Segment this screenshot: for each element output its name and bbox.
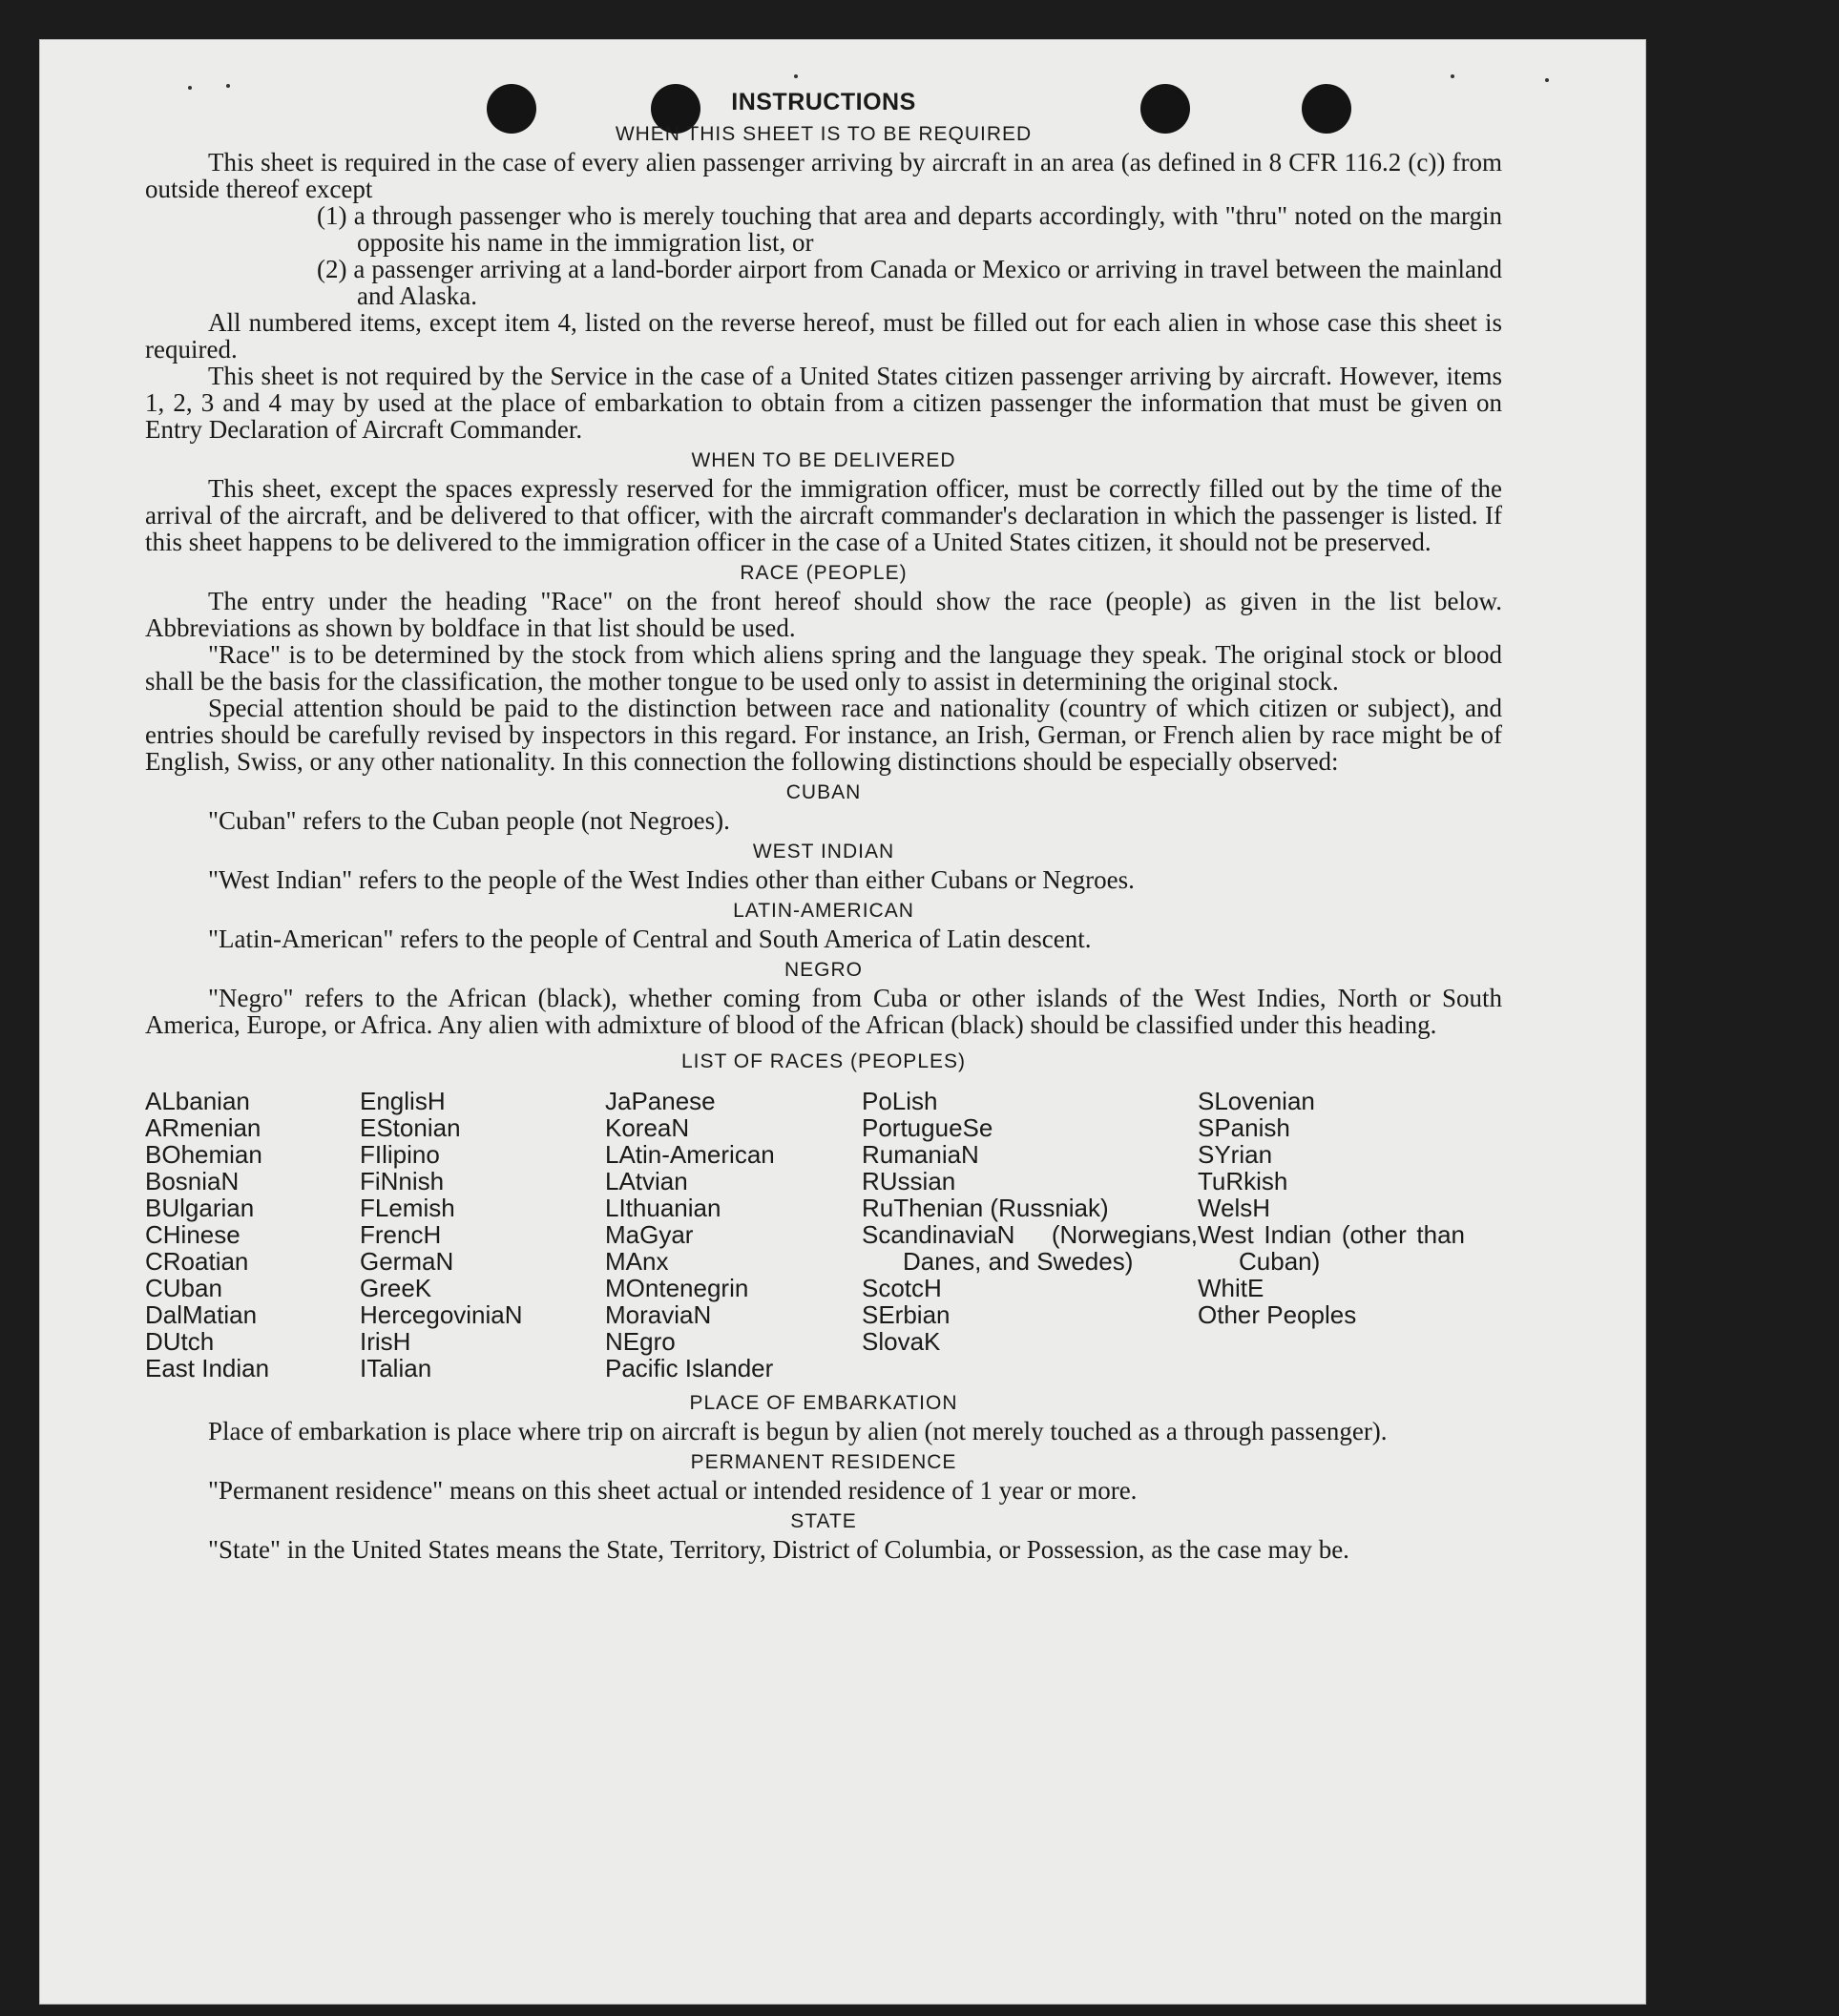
race-entry: HercegoviniaN	[360, 1300, 523, 1329]
race-column	[360, 1088, 605, 1382]
heading-negro: NEGRO	[784, 959, 863, 981]
race-entry: WelsH	[1198, 1194, 1271, 1222]
race-entry: PortugueSe	[862, 1113, 993, 1142]
race-entry: PoLish	[862, 1087, 938, 1115]
heading-list-of-races: LIST OF RACES (PEOPLES)	[680, 1050, 967, 1072]
race-entry: ScandinaviaN (Norwegians, Danes, and Swedes)	[862, 1220, 1198, 1276]
race-entry: FrencH	[360, 1220, 442, 1249]
list-item: (1) a through passenger who is merely touching that area and departs accordingly, with "thru" noted on the margin opposite his name in the immigration list, or	[317, 201, 1502, 257]
race-entry: GreeK	[360, 1274, 432, 1302]
paragraph: This sheet is required in the case of every alien passenger arriving by aircraft in an area (as defined in 8 CFR 116.2 (c)) from outside thereof except	[145, 148, 1502, 203]
race-entry: NEgro	[605, 1327, 676, 1356]
paragraph: "Permanent residence" means on this sheet actual or intended residence of 1 year or more.	[208, 1476, 1138, 1505]
paragraph: "Negro" refers to the African (black), whether coming from Cuba or other islands of the West Indies, North or South America, Europe, or Africa. Any alien with admixture of blood of the African (black) should be classified under this heading.	[145, 984, 1502, 1039]
paragraph: This sheet is not required by the Service in the case of a United States citizen passenger arriving by aircraft. However, items 1, 2, 3 and 4 may by used at the place of embarkation to obtain from a citizen passenger the information that must be given on Entry Declaration of Aircraft Commander.	[145, 362, 1502, 444]
race-entry: MoraviaN	[605, 1300, 712, 1329]
race-entry: BosniaN	[145, 1167, 240, 1195]
speck	[794, 74, 798, 78]
paragraph: The entry under the heading "Race" on the front hereof should show the race (people) as given in the list below. Abbreviations as shown by boldface in that list should be used.	[145, 587, 1502, 642]
list-item: (2) a passenger arriving at a land-border airport from Canada or Mexico or arriving in travel between the mainland and Alaska.	[317, 255, 1502, 310]
race-entry: IrisH	[360, 1327, 411, 1356]
race-entry: RUssian	[862, 1167, 956, 1195]
instructions-content	[145, 88, 1502, 1563]
race-entry: MAnx	[605, 1247, 669, 1276]
race-column	[862, 1088, 1198, 1382]
race-entry: TuRkish	[1198, 1167, 1288, 1195]
speck	[1451, 74, 1454, 78]
race-entry: EnglisH	[360, 1087, 446, 1115]
paragraph: "State" in the United States means the State, Territory, District of Columbia, or Possession, as the case may be.	[208, 1535, 1349, 1564]
race-entry: ITalian	[360, 1354, 432, 1382]
heading-when-required: WHEN THIS SHEET IS TO BE REQUIRED	[615, 123, 1033, 145]
paragraph: "Latin-American" refers to the people of Central and South America of Latin descent.	[208, 925, 1092, 953]
race-entry: RumaniaN	[862, 1140, 979, 1169]
race-entry: CUban	[145, 1274, 222, 1302]
race-entry: SErbian	[862, 1300, 951, 1329]
paragraph: This sheet, except the spaces expressly reserved for the immigration officer, must be correctly filled out by the time of the arrival of the aircraft, and be delivered to that officer, with the aircraft commander's declaration in which the passenger is listed. If this sheet happens to be delivered to the immigration officer in the case of a United States citizen, it should not be preserved.	[145, 474, 1502, 556]
race-entry: Other Peoples	[1198, 1300, 1357, 1329]
heading-state: STATE	[790, 1510, 857, 1532]
race-column	[605, 1088, 862, 1382]
race-entry: MaGyar	[605, 1220, 694, 1249]
race-entry: FLemish	[360, 1194, 455, 1222]
race-entry: FIlipino	[360, 1140, 440, 1169]
heading-west-indian: WEST INDIAN	[752, 841, 895, 863]
page-title: INSTRUCTIONS	[731, 89, 916, 115]
race-entry: ScotcH	[862, 1274, 942, 1302]
race-entry: Pacific Islander	[605, 1354, 774, 1382]
paragraph: All numbered items, except item 4, listed on the reverse hereof, must be filled out for each alien in whose case this sheet is required.	[145, 308, 1502, 364]
race-entry: JaPanese	[605, 1087, 716, 1115]
race-entry: LAtvian	[605, 1167, 688, 1195]
race-entry: GermaN	[360, 1247, 454, 1276]
race-entry: SPanish	[1198, 1113, 1290, 1142]
paragraph: "West Indian" refers to the people of the West Indies other than either Cubans or Negroes.	[208, 865, 1135, 894]
race-entry: ARmenian	[145, 1113, 261, 1142]
paragraph: "Cuban" refers to the Cuban people (not Negroes).	[208, 806, 730, 835]
heading-race: RACE (PEOPLE)	[740, 562, 908, 584]
heading-permanent-residence: PERMANENT RESIDENCE	[690, 1451, 957, 1473]
race-entry: KoreaN	[605, 1113, 690, 1142]
race-entry: CHinese	[145, 1220, 240, 1249]
race-entry: West Indian (other than Cuban)	[1198, 1220, 1465, 1276]
race-entry: BUlgarian	[145, 1194, 255, 1222]
speck	[1545, 78, 1549, 82]
race-entry: DUtch	[145, 1327, 215, 1356]
race-entry: WhitE	[1198, 1274, 1264, 1302]
race-entry: FiNnish	[360, 1167, 445, 1195]
race-entry: LIthuanian	[605, 1194, 721, 1222]
race-entry: East Indian	[145, 1354, 270, 1382]
race-entry: EStonian	[360, 1113, 461, 1142]
paragraph: Special attention should be paid to the distinction between race and nationality (country of which citizen or subject), and entries should be carefully revised by inspectors in this regard. For instance, an Irish, German, or French alien by race might be of English, Swiss, or any other nationality. In this connection the following distinctions should be especially observed:	[145, 694, 1502, 776]
race-entry: CRoatian	[145, 1247, 249, 1276]
race-entry: ALbanian	[145, 1087, 250, 1115]
heading-place-of-embarkation: PLACE OF EMBARKATION	[689, 1392, 958, 1414]
heading-cuban: CUBAN	[785, 781, 862, 803]
race-entry: SYrian	[1198, 1140, 1273, 1169]
race-entry: SLovenian	[1198, 1087, 1315, 1115]
race-entry: MOntenegrin	[605, 1274, 749, 1302]
paragraph: Place of embarkation is place where trip on aircraft is begun by alien (not merely touched as a through passenger).	[208, 1417, 1388, 1445]
race-column	[145, 1088, 360, 1382]
race-entry: SlovaK	[862, 1327, 941, 1356]
heading-latin-american: LATIN-AMERICAN	[733, 900, 914, 922]
race-list	[145, 1088, 1502, 1382]
heading-when-delivered: WHEN TO BE DELIVERED	[691, 449, 956, 471]
race-entry: LAtin-American	[605, 1140, 775, 1169]
race-entry: RuThenian (Russniak)	[862, 1194, 1109, 1222]
race-entry: BOhemian	[145, 1140, 262, 1169]
paragraph: "Race" is to be determined by the stock from which aliens spring and the language they speak. The original stock or blood shall be the basis for the classification, the mother tongue to be used only to assist in determining the original stock.	[145, 640, 1502, 696]
race-entry: DalMatian	[145, 1300, 258, 1329]
race-column	[1198, 1088, 1465, 1382]
